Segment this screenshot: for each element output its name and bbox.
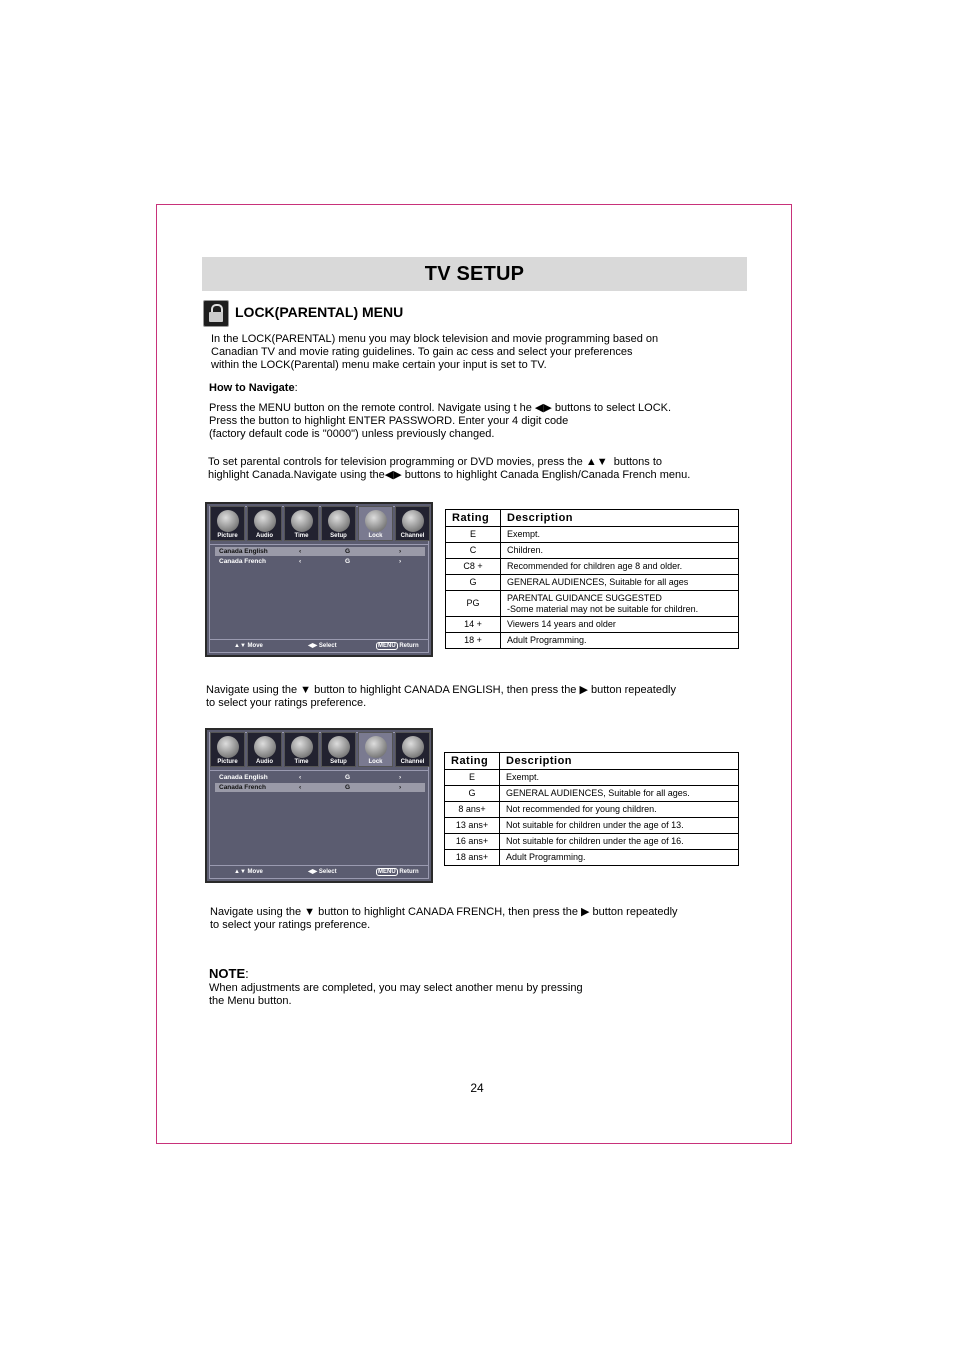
table-row: E Exempt.	[446, 527, 739, 543]
table-header: Rating Description	[445, 753, 739, 770]
note-heading: NOTE:	[209, 966, 249, 981]
menu-row-canada-english: Canada English ‹ G ›	[215, 547, 425, 556]
english-rating-table	[445, 509, 739, 649]
select-hint: ◀▶ Select	[308, 869, 337, 875]
table-row: 18 ans+ Adult Programming.	[445, 850, 739, 866]
table-row: G GENERAL AUDIENCES, Suitable for all ages	[446, 575, 739, 591]
french-rating-table	[444, 752, 739, 866]
time-icon: Time	[284, 506, 319, 541]
return-hint: MENU Return	[378, 643, 419, 649]
menu-row-canada-french: Canada French ‹ G ›	[219, 558, 402, 565]
table-row: 18 + Adult Programming.	[446, 633, 739, 649]
move-hint: ▲▼ Move	[234, 643, 263, 649]
menu-footer	[210, 866, 428, 878]
menu-row-canada-english: Canada English ‹ G ›	[219, 774, 402, 781]
lock-icon	[203, 300, 229, 327]
tv-menu-screen-english	[205, 502, 433, 657]
move-hint: ▲▼ Move	[234, 869, 263, 875]
select-hint: ◀▶ Select	[308, 643, 337, 649]
section-title: LOCK(PARENTAL) MENU	[235, 304, 404, 320]
title-bar	[202, 257, 747, 291]
page-number: 24	[470, 1081, 484, 1095]
table-row: 13 ans+ Not suitable for children under the age of 13.	[445, 818, 739, 834]
channel-icon: Channel	[395, 506, 430, 541]
table-row: G GENERAL AUDIENCES, Suitable for all ages.	[445, 786, 739, 802]
note-paragraph: When adjustments are completed, you may select another menu by pressing the Menu button.	[209, 982, 583, 1007]
audio-icon: Audio	[247, 506, 282, 541]
nav-paragraph: Press the MENU button on the remote control. Navigate using t he ◀▶ buttons to select LOCK. Press the button to highlight ENTER PASSWORD. Enter your 4 digit code (factory default code is "0000") unless previously changed.	[209, 402, 672, 440]
channel-icon: Channel	[395, 732, 430, 767]
return-hint: MENU Return	[378, 869, 419, 875]
table-row: 16 ans+ Not suitable for children under the age of 16.	[445, 834, 739, 850]
picture-icon: Picture	[210, 732, 245, 767]
french-paragraph: Navigate using the ▼ button to highlight CANADA FRENCH, then press the ▶ button repeatedly to select your ratings preference.	[210, 906, 678, 931]
setup-icon: Setup	[321, 506, 356, 541]
lock-menu-icon: Lock	[358, 732, 393, 767]
setup-icon: Setup	[321, 732, 356, 767]
lock-menu-icon: Lock	[358, 506, 393, 541]
tv-menu-screen-french	[205, 728, 433, 883]
table-row: PG PARENTAL GUIDANCE SUGGESTED -Some material may not be suitable for children.	[446, 591, 739, 617]
audio-icon: Audio	[247, 732, 282, 767]
intro-paragraph: In the LOCK(PARENTAL) menu you may block television and movie programming based on Canadian TV and movie rating guidelines. To gain ac cess and select your preferences within the LOCK(Parental) menu make certain your input is set to TV.	[211, 333, 659, 371]
picture-icon: Picture	[210, 506, 245, 541]
english-paragraph: Navigate using the ▼ button to highlight CANADA ENGLISH, then press the ▶ button repeatedly to select your ratings preference.	[206, 684, 677, 709]
nav-heading: How to Navigate:	[209, 382, 298, 394]
parental-paragraph: To set parental controls for television programming or DVD movies, press the ▲▼ buttons to highlight Canada.Navigate using the◀▶ buttons to highlight Canada English/Canada French menu.	[208, 456, 691, 481]
table-header: Rating Description	[446, 510, 739, 527]
table-row: 8 ans+ Not recommended for young children.	[445, 802, 739, 818]
table-row: C Children.	[446, 543, 739, 559]
page-title: TV SETUP	[424, 263, 525, 285]
table-row: C8 + Recommended for children age 8 and older.	[446, 559, 739, 575]
menu-row-canada-french: Canada French ‹ G ›	[215, 783, 425, 792]
time-icon: Time	[284, 732, 319, 767]
table-row: E Exempt.	[445, 770, 739, 786]
menu-icon-row	[210, 506, 430, 542]
menu-icon-row	[210, 732, 430, 768]
table-row: 14 + Viewers 14 years and older	[446, 617, 739, 633]
menu-footer	[210, 640, 428, 652]
